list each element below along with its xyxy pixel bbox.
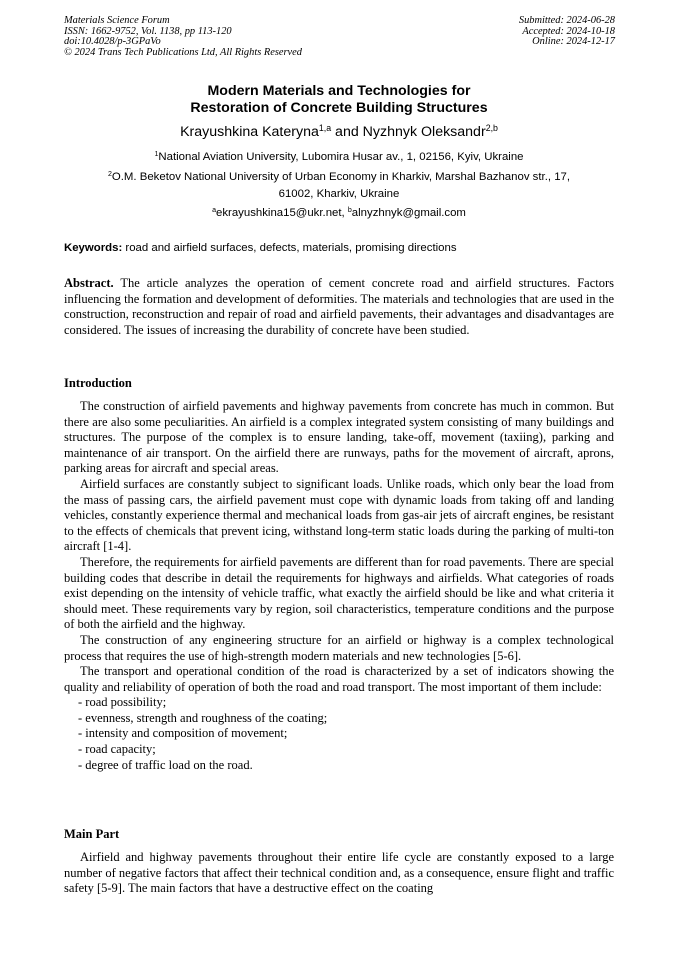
title-line-1: Modern Materials and Technologies for [207,83,471,99]
author-list [64,124,614,142]
email-a-mark: a [212,207,216,215]
email-b[interactable]: alnyzhnyk@gmail.com [351,207,466,219]
list-item: - degree of traffic load on the road. [78,757,253,772]
list-item: - evenness, strength and roughness of the coating; [78,710,328,725]
paper-title [64,83,614,117]
affiliation-2-line-2: 61002, Kharkiv, Ukraine [278,187,400,200]
author-2-marks: 2,b [485,123,498,134]
main-part-heading: Main Part [64,827,120,841]
abstract-label: Abstract. [64,276,114,290]
author-1-marks: 1,a [318,123,332,134]
keywords-text: road and airfield surfaces, defects, materials, promising directions [122,242,457,254]
introduction-body [64,399,614,773]
author-joiner: and [331,124,363,140]
title-line-2: Restoration of Concrete Building Structures [190,100,488,116]
journal-header-right [519,16,615,48]
doi-line: doi:10.4028/p-3GPaVo [64,36,161,47]
journal-header-left [64,16,302,58]
accepted-date: Accepted: 2024-10-18 [522,25,615,37]
intro-paragraph-1: The construction of airfield pavements and highway pavements from concrete has much in common. But there are also some peculiarities. An airfield is a complex integrated system consisting of many buildings and structures. The purpose of the complex is to ensure landing, take-off, movement (taxiing), parking and maintenance of air transport. On the airfield there are runways, paths for the movement of aircraft, aprons, parking areas for aircraft and special areas. [64,399,614,476]
intro-paragraph-4: The construction of any engineering structure for an airfield or highway is a complex technological process that requires the use of high-strength modern materials and new technologies [5-6]. [64,632,614,663]
keywords-label: Keywords: [64,242,123,254]
affiliation-1-text: National Aviation University, Lubomira Husar av., 1, 02156, Kyiv, Ukraine [158,151,524,163]
intro-paragraph-2: Airfield surfaces are constantly subject to significant loads. Unlike roads, which only bear the load from the mass of passing cars, the airfield pavement must cope with dynamic loads from taking off and landing vehicles, constantly experience thermal and mechanical loads from gas-air jets of aircraft engines, be resistant to the effects of chemicals that prevent icing, withstand long-term static loads during the parking of multi-ton aircraft [1-4]. [64,476,614,554]
affiliation-1 [64,150,614,167]
submitted-date: Submitted: 2024-06-28 [518,15,615,26]
main-part-body [64,850,614,897]
main-paragraph-1: Airfield and highway pavements throughout their entire life cycle are constantly exposed to a large number of negative factors that affect their technical condition and, as a consequence, ensure flight and traffic safety [5-9]. The main factors that have a destructive effect on the coating [64,850,614,896]
affiliation-1-mark: 1 [154,151,159,159]
affiliation-2-line-1: O.M. Beketov National University of Urban Economy in Kharkiv, Marshal Bazhanov str., 17, [111,171,571,183]
list-item: - intensity and composition of movement; [78,726,288,741]
intro-paragraph-3: Therefore, the requirements for airfield pavements are different than for road pavements. There are special building codes that describe in detail the requirements for highways and airfields. What categories of roads exist depending on the intensity of vehicle traffic, what exactly the airfield should be like and what criteria it should meet. These requirements vary by region, soil characteristics, temperature conditions and the purpose of both the airfield and the highway. [64,554,614,632]
intro-paragraph-5: The transport and operational condition of the road is characterized by a set of indicators showing the quality and reliability of operation of both the road and road transport. The most important of them include: [64,664,614,694]
abstract [64,276,614,338]
affiliation-2 [64,170,614,202]
author-2: Nyzhnyk Oleksandr [362,124,486,140]
copyright-line: © 2024 Trans Tech Publications Ltd, All Rights Reserved [64,46,302,58]
list-item: - road capacity; [78,742,156,757]
issn-line: ISSN: 1662-9752, Vol. 1138, pp 113-120 [64,25,232,37]
journal-name: Materials Science Forum [64,15,170,26]
introduction-heading: Introduction [64,376,132,390]
email-b-mark: b [347,207,352,215]
online-date: Online: 2024-12-17 [532,36,615,47]
author-1: Krayushkina Kateryna [180,124,319,140]
author-emails [64,206,614,223]
list-item: - road possibility; [78,695,167,710]
email-a[interactable]: ekrayushkina15@ukr.net, [216,207,348,219]
abstract-text: The article analyzes the operation of cement concrete road and airfield structures. Factors influencing the formation and development of deformities. The materials and technologies that are used in the construction, reconstruction and repair of road and airfield pavements, their advantages and disadvantages are considered. The issues of increasing the durability of concrete have been studied. [64,276,614,337]
affiliation-2-mark: 2 [107,171,112,179]
keywords [64,241,624,255]
